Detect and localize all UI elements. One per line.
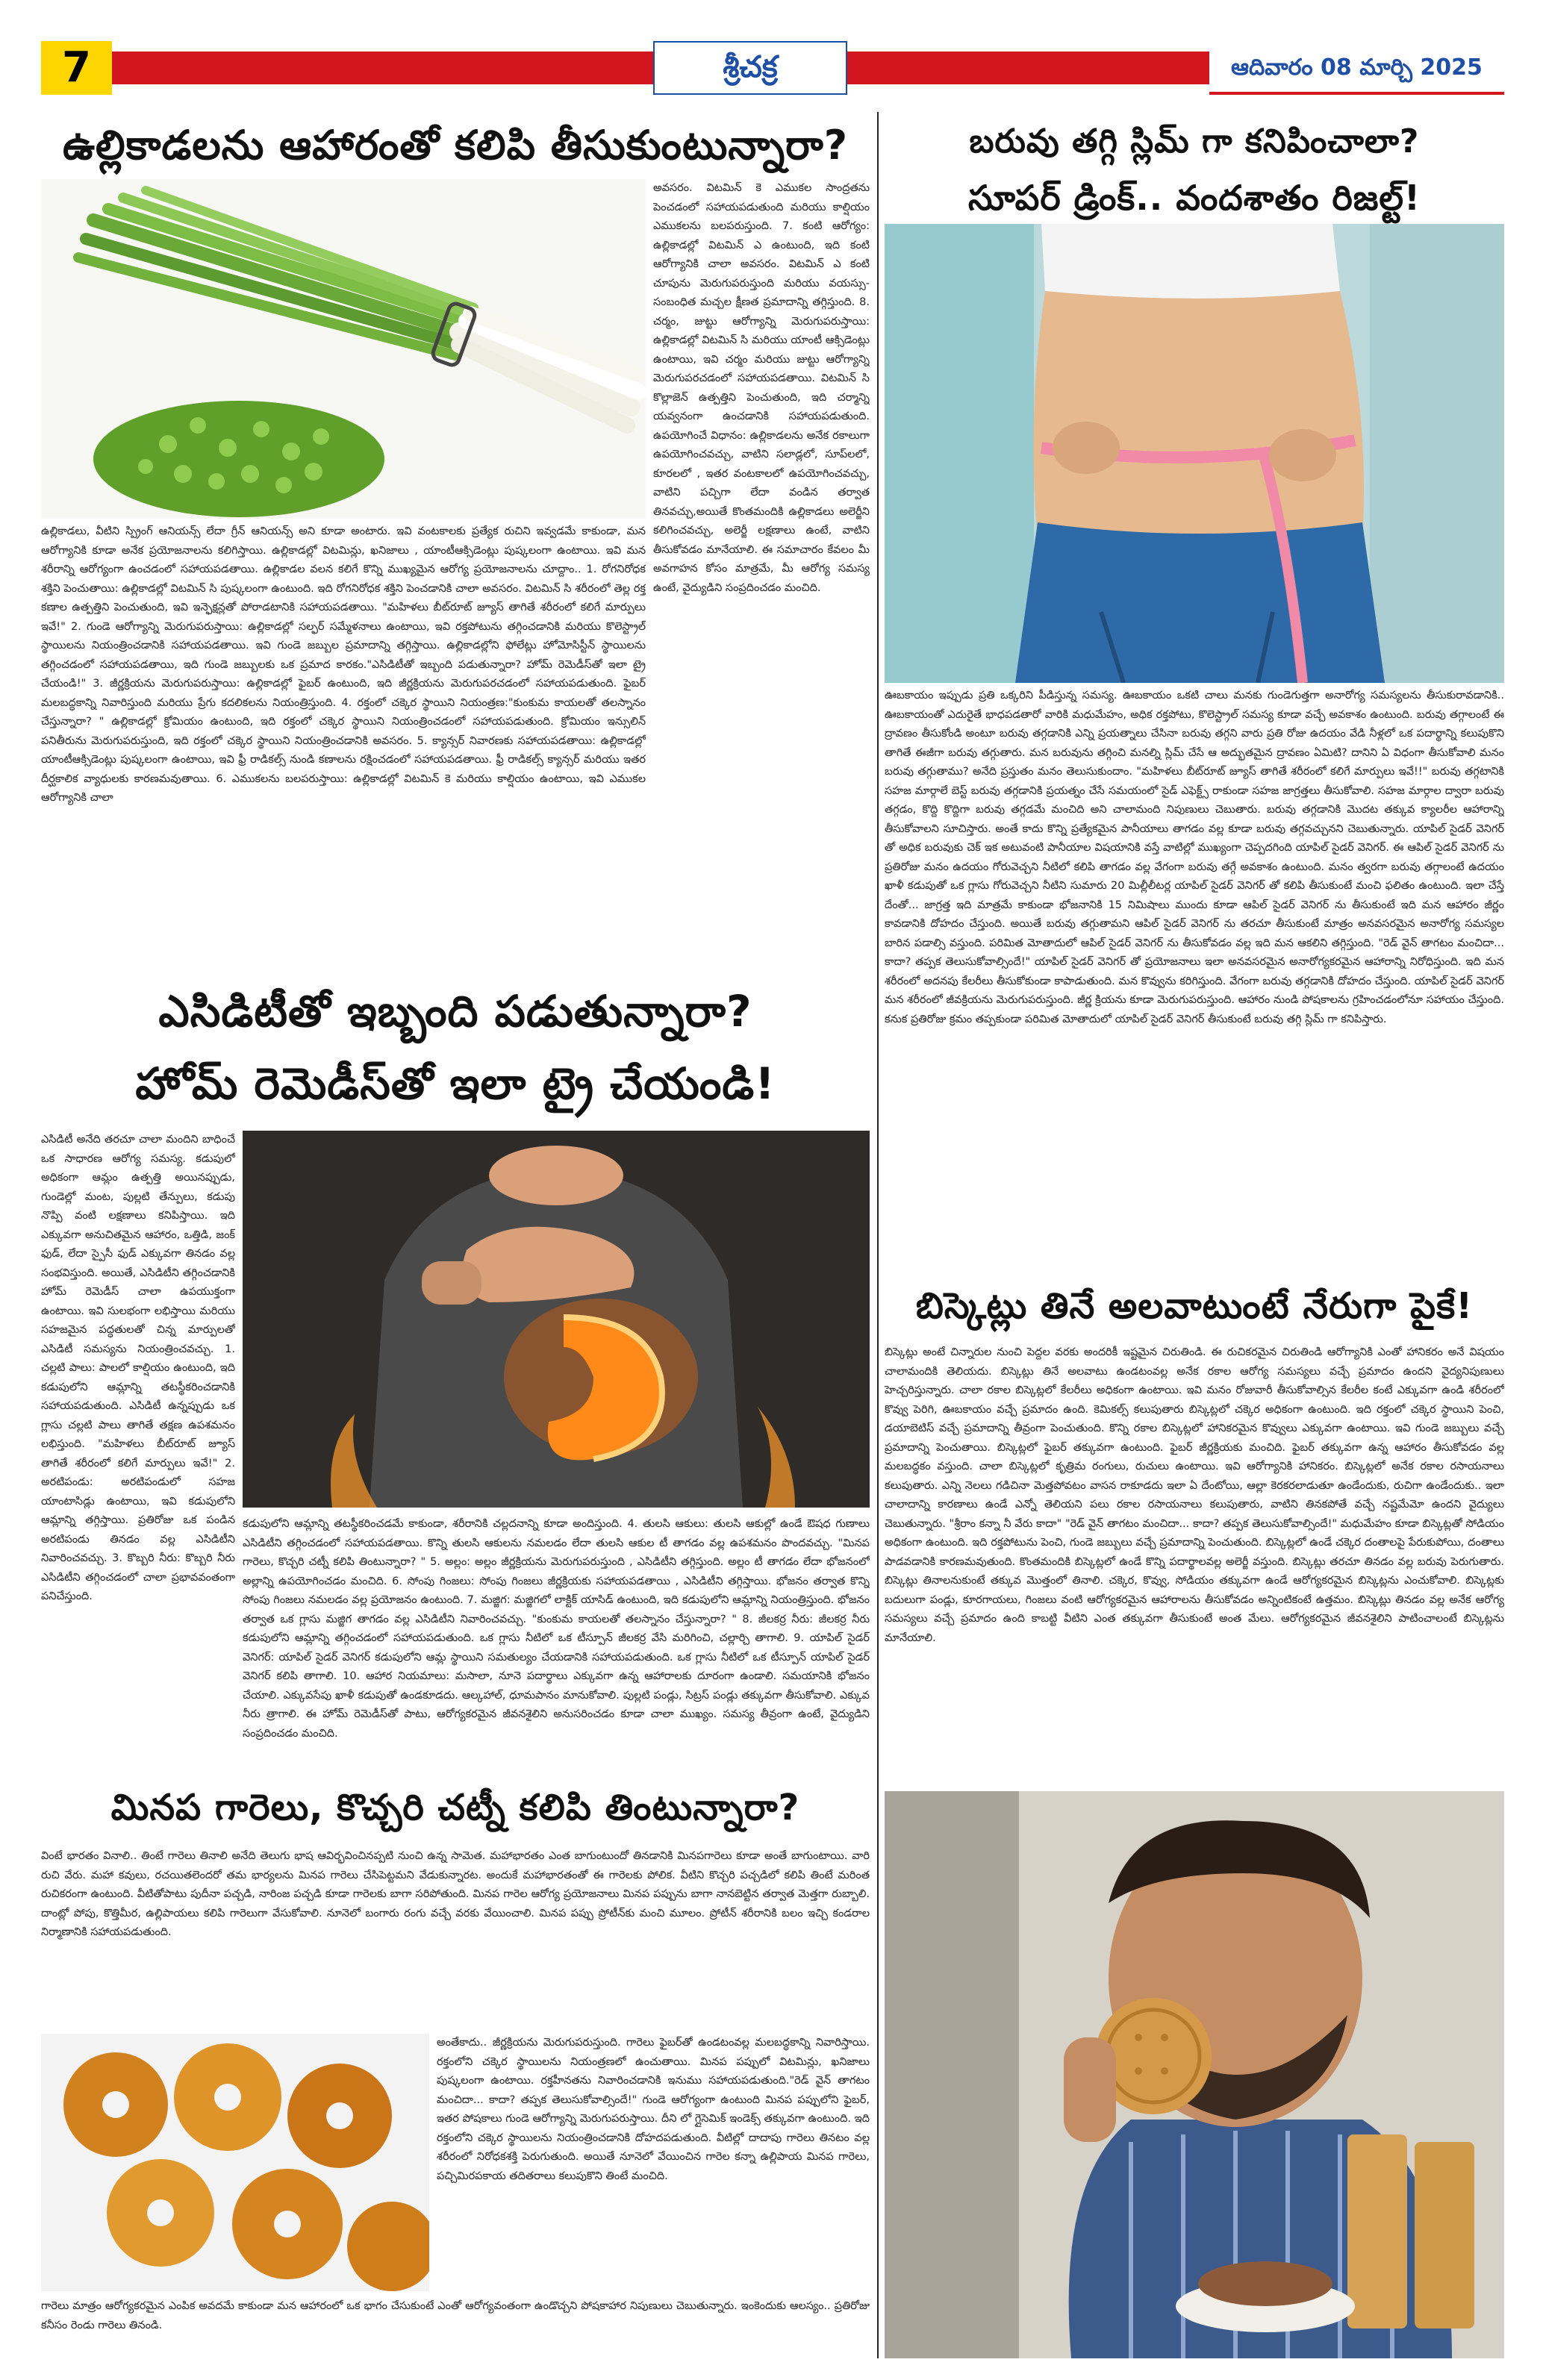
man-eating-biscuit-image bbox=[885, 1791, 1504, 2358]
vada-headline: మినప గారెలు, కొచ్చరి చట్నీ కలిపి తింటున్నారా? bbox=[110, 1787, 800, 1828]
acidity-photo bbox=[243, 1131, 870, 1508]
onion-body-side: అవసరం. విటమిన్ కె ఎముకల సాంద్రతను పెంచడంలో సహాయపడుతుంది మరియు కాల్షియం ఎముకలను బలపరుస్తుంది. 7. కంటి ఆరోగ్యం: ఉల్లికాడల్లో విటమిన్ ఎ ఉంటుంది, ఇది కంటి ఆరోగ్యానికి చాలా అవసరం. విటమిన్ ఎ కంటి చూపును మెరుగుపరుస్తుంది మరియు వయస్సు-సంబంధిత మచ్చల క్షీణత ప్రమాదాన్ని తగ్గిస్తుంది. 8. చర్మం, జుట్టు ఆరోగ్యాన్ని మెరుగుపరుస్తాయి: ఉల్లికాడల్లో విటమిన్ సి మరియు యాంటీ ఆక్సిడెంట్లు ఉంటాయి, ఇవి చర్మం మరియు జుట్టు ఆరోగ్యాన్ని మెరుగుపరచడంలో సహాయపడతాయి. విటమిన్ సి కొల్లాజెన్ ఉత్పత్తిని పెంచుతుంది, ఇది చర్మాన్ని యవ్వనంగా ఉంచడానికి సహాయపడుతుంది. ఉపయోగించే విధానం: ఉల్లికాడలను అనేక రకాలుగా ఉపయోగించవచ్చు, వాటిని సలాడ్లలో, సూప్‌లలో, కూరలలో , ఇతర వంటకాలలో ఉపయోగించవచ్చు, వాటిని పచ్చిగా లేదా వండిన తర్వాత తినవచ్చు,అయితే కొంతమందికి ఉల్లికాడలు అలెర్జీని కలిగించవచ్చు, అలెర్జీ లక్షణాలు ఉంటే, వాటిని తీసుకోవడం మానేయాలి. ఈ సమాచారం కేవలం మీ అవగాహన కోసం మాత్రమే, మీ ఆరోగ్య సమస్య ఉంటే, వైద్యుడిని సంప్రదించడం మంచిది. bbox=[653, 182, 870, 594]
onion-headline: ఉల్లికాడలను ఆహారంతో కలిపి తీసుకుంటున్నారా? bbox=[62, 122, 849, 169]
vada-photo bbox=[41, 2034, 429, 2291]
page-header bbox=[41, 41, 1504, 95]
onion-body-main: ఉల్లికాడలు, వీటిని స్ప్రింగ్ ఆనియన్స్ లేదా గ్రీన్ ఆనియన్స్ అని కూడా అంటారు. ఇవి వంటకాలకు ప్రత్యేక రుచిని ఇవ్వడమే కాకుండా, మన ఆరోగ్యానికి కూడా అనేక ప్రయోజనాలను కలిగిస్తాయి. ఉల్లికాడల్లో విటమిన్లు, ఖనిజాలు , యాంటీఆక్సిడెంట్లు పుష్కలంగా ఉంటాయి. ఇవి మన శరీరాన్ని ఆరోగ్యంగా ఉంచడంలో సహాయపడతాయి. ఉల్లికాడల వలన కలిగే కొన్ని ముఖ్యమైన ఆరోగ్య ప్రయోజనాలను చూద్దాం.. 1. రోగనిరోధక శక్తిని పెంచుతాయి: ఉల్లికాడల్లో విటమిన్ సి పుష్కలంగా ఉంటుంది. ఇది రోగనిరోధక శక్తిని పెంచడానికి చాలా అవసరం. విటమిన్ సి శరీరంలో తెల్ల రక్త కణాల ఉత్పత్తిని పెంచుతుంది, ఇవి ఇన్ఫెక్షన్లతో పోరాడటానికి సహాయపడతాయి. "మహిళలు బీట్‌రూట్ జ్యూస్ తాగితే శరీరంలో కలిగే మార్పులు ఇవే!" 2. గుండె ఆరోగ్యాన్ని మెరుగుపరుస్తాయి: ఉల్లికాడల్లో సల్ఫర్ సమ్మేళనాలు ఉంటాయి, ఇవి రక్తపోటును తగ్గించడానికి మరియు కొలెస్ట్రాల్ స్థాయిలను నియంత్రించడానికి సహాయపడతాయి. ఇవి గుండె జబ్బుల ప్రమాదాన్ని తగ్గిస్తాయి. ఉల్లికాడల్లోని ఫోలేట్లు హోమోసిస్టీన్ స్థాయిలను తగ్గించడంలో సహాయపడతాయి, ఇది గుండె జబ్బులకు ఒక ప్రమాద కారకం."ఎసిడిటీతో ఇబ్బంది పడుతున్నారా? హోమ్ రెమెడీస్‌తో ఇలా ట్రై చేయండి!" 3. జీర్ణక్రియను మెరుగుపరుస్తాయి: ఉల్లికాడల్లో ఫైబర్ ఉంటుంది, ఇది జీర్ణక్రియను మెరుగుపరచడంలో సహాయపడుతుంది. ఫైబర్ మలబద్ధకాన్ని నివారిస్తుంది మరియు ప్రేగు కదలికలను నియంత్రిస్తుంది. 4. రక్తంలో చక్కెర స్థాయిని నియంత్రణ:"కుంకుమ కాయలతో తలస్నానం చేస్తున్నారా? " ఉల్లికాడల్లో క్రోమియం ఉంటుంది, ఇది రక్తంలో చక్కెర స్థాయిని నియంత్రించడంలో సహాయపడుతుంది. క్రోమియం ఇన్సులిన్ పనితీరును మెరుగుపరుస్తుంది, ఇది రక్తంలో చక్కెర స్థాయిని నియంత్రించడానికి అవసరం. 5. క్యాన్సర్ నివారణకు సహాయపడతాయి: ఉల్లికాడల్లో యాంటీఆక్సిడెంట్లు పుష్కలంగా ఉంటాయి, ఇవి ఫ్రీ రాడికల్స్ నుండి కణాలను రక్షించడంలో సహాయపడతాయి. ఫ్రీ రాడికల్స్ క్యాన్సర్ మరియు ఇతర దీర్ఘకాలిక వ్యాధులకు కారణమవుతాయి. 6. ఎముకలను బలపరుస్తాయి: ఉల్లికాడల్లో విటమిన్ కె మరియు కాల్షియం ఉంటాయి, ఇవి ఎముకల ఆరోగ్యానికి చాలా bbox=[41, 525, 646, 804]
biscuit-body: బిస్కెట్లు అంటే చిన్నారుల నుంచి పెద్దల వరకు అందరికీ ఇష్టమైన చిరుతిండి. ఈ రుచికరమైన చిరుతిండి ఆరోగ్యానికి ఎంతో హానికరం అనే విషయం చాలామందికి తెలియదు. బిస్కెట్లు తినే అలవాటు ఉండటంవల్ల అనేక రకాల ఆరోగ్య సమస్యలు వచ్చే ప్రమాదం ఉందని వైద్యనిపుణులు హెచ్చరిస్తున్నారు. చాలా రకాల బిస్కెట్లలో కేలరీలు అధికంగా ఉంటాయి. ఇవి మనం రోజువారీ తీసుకోవాల్సిన కేలరీల కంటే ఎక్కువగా ఉండి శరీరంలో కొవ్వు పెరిగి, ఊబకాయం వచ్చే ప్రమాదం ఉంది. కెమికల్స్ కలుపుతారు బిస్కెట్లలో చక్కెర అధికంగా ఉంటుంది. ఇది రక్తంలో చక్కెర స్థాయిని పెంచి, డయాబెటిస్ వచ్చే ప్రమాదాన్ని తీవ్రంగా పెంచుతుంది. కొన్ని రకాల బిస్కెట్లలో హానికరమైన కొవ్వులు ఎక్కువగా ఉంటాయి. ఇవి గుండె జబ్బులు వచ్చే ప్రమాదాన్ని పెంచుతాయి. బిస్కెట్లలో ఫైబర్ తక్కువగా ఉంటుంది. ఫైబర్ జీర్ణక్రియకు మంచిది. ఫైబర్ తక్కువగా ఉన్న ఆహారం తీసుకోవడం వల్ల మలబద్ధకం వస్తుంది. చాలా బిస్కెట్లలో కృత్రిమ రంగులు, రుచులు ఉంటాయి. ఇవి ఆరోగ్యానికి హానికరం. బిస్కెట్లలో అనేక రకాల రసాయనాలు కలుపుతారు. ఎన్ని నెలలు గడిచినా మెత్తపోవటం వాసన రాకూడదు ఇలా ఏ దేంటోయి, ఆల్లా కెరకరలాడుతూ ఉండేందుకు, రుచిగా ఉండేందుకు.. ఇలా చాలాదాన్ని కారణాలు ఉండే ఎన్నో తెలియని పలు రకాల రసాయనాలు కలుపుతారు, వాటిని తినకపోతే వచ్చే నష్టమేమో ఉందని వైద్యులు చెబుతున్నారు. "శ్రీరాం కన్నా నీ వేరు కాదా" "రెడ్ వైన్ తాగటం మంచిదా... కాదా? తప్పక తెలుసుకోవాల్సిందే!" మధుమేహం కూడా బిస్కెట్లతో సోడియం అధికంగా ఉంటుంది. ఇది రక్తపోటును పెంచి, గుండె జబ్బులు వచ్చే ప్రమాదాన్ని పెంచుతుంది. బిస్కెట్లలో ఉండే చక్కెర దంతాలపై పేరుకుపోయి, దంతాలు పాడవడానికి కారణమవుతుంది. కొంతమందికి బిస్కెట్లలో ఉండే కొన్ని పదార్థాలవల్ల అలెర్జీ వస్తుంది. బిస్కెట్లు తరచూ తినడం వల్ల బరువు పెరుగుతారు. బిస్కెట్లు తినాలనుకుంటే తక్కువ మొత్తంలో తినాలి. చక్కెర, కొవ్వు, సోడియం తక్కువగా ఉండే ఆరోగ్యకరమైన బిస్కెట్లను ఎంచుకోవాలి. బిస్కెట్లకు బదులుగా పండ్లు, కూరగాయలు, గింజలు వంటి ఆరోగ్యకరమైన ఆహారాలను తీసుకోవడం అన్నింటికంటే ఉత్తమం. బిస్కెట్లు తినడం వల్ల అనేక ఆరోగ్య సమస్యలు వచ్చే ప్రమాదం ఉంది కాబట్టి వీటిని ఎంత తక్కువగా తీసుకుంటే అంత మేలు. ఆరోగ్యకరమైన జీవనశైలిని పాటించాలంటే బిస్కెట్లను మానేయాలి. bbox=[885, 1346, 1504, 1644]
weight-headline-line2: సూపర్ డ్రింక్.. వందశాతం రిజల్ట్! bbox=[968, 178, 1421, 218]
vada-body-top: వింటే భారతం వినాలి.. తింటే గారెలు తినాలి అనేది తెలుగు భాష ఆవిర్భవించినప్పటి నుంచి ఉన్న సామెత. మహాభారతం ఎంత బాగుంటుందో తినడానికి మినపగారెలు కూడా అంతే బాగుంటాయి. వారి రుచి వేరు. మహా కవులు, రచయితలెందరో తమ భార్యలను మినప గారెలు చేసిపెట్టమని వేడుకున్నారట. అందుకే మహాభారతంతో ఈ గారెలకు పోలిక. వీటిని కొచ్చరి పచ్చడిలో కలిపి తింటే మరింత రుచికరంగా ఉంటుంది. వీటితోపాటు పుదీనా పచ్చడి, నారింజ పచ్చడి కూడా గారెలకు బాగా సరిపోతుంది. మినప గారెల ఆరోగ్య ప్రయోజనాలు మినప పప్పును బాగా నానబెట్టిన తర్వాత మెత్తగా రుబ్బాలి. దాంట్లో పోపు, కొత్తిమీర, ఉల్లిపాయలు కలిపి గారెలుగా వేసుకోవాలి. నూనెలో బంగారు రంగు వచ్చే వరకు వేయించాలి. మినప పప్పు ప్రోటీన్‌కు మంచి మూలం. ప్రోటీన్ శరీరానికి బలం ఇచ్చి కండరాల నిర్మాణానికి సహాయపడుతుంది. bbox=[41, 1850, 870, 1938]
acidity-body-left: ఎసిడిటీ అనేది తరచూ చాలా మందిని బాధించే ఒక సాధారణ ఆరోగ్య సమస్య. కడుపులో అధికంగా ఆమ్లం ఉత్పత్తి అయినప్పుడు, గుండెల్లో మంట, పుల్లటి తేన్పులు, కడుపు నొప్పి వంటి లక్షణాలు కనిపిస్తాయి. ఇది ఎక్కువగా అనుచితమైన ఆహారం, ఒత్తిడి, జంక్ ఫుడ్, లేదా స్పైసీ ఫుడ్ ఎక్కువగా తినడం వల్ల సంభవిస్తుంది. అయితే, ఎసిడిటీని తగ్గించడానికి హోమ్ రెమెడీస్ చాలా ఉపయుక్తంగా ఉంటాయి. ఇవి సులభంగా లభిస్తాయి మరియు సహజమైన పద్ధతులతో చిన్న మార్పులతో ఎసిడిటీ సమస్యను నియంత్రించవచ్చు. 1. చల్లటి పాలు: పాలలో కాల్షియం ఉంటుంది, ఇది కడుపులోని ఆమ్లాన్ని తటస్థీకరించడానికి సహాయపడుతుంది. ఎసిడిటీ ఉన్నప్పుడు ఒక గ్లాసు చల్లటి పాలు తాగితే తక్షణ ఉపశమనం లభిస్తుంది. "మహిళలు బీట్‌రూట్ జ్యూస్ తాగితే శరీరంలో కలిగే మార్పులు ఇవే!" 2. అరటిపండు: అరటిపండులో సహజ యాంటాసిడ్లు ఉంటాయి, ఇవి కడుపులోని ఆమ్లాన్ని తగ్గిస్తాయి. ప్రతిరోజు ఒక పండిన అరటిపండు తినడం వల్ల ఎసిడిటీని నివారించవచ్చు. 3. కొబ్బరి నీరు: కొబ్బరి నీరు ఎసిడిటీని తగ్గించడంలో చాలా ప్రభావవంతంగా పనిచేస్తుంది. bbox=[41, 1134, 235, 1602]
vada-image bbox=[41, 2034, 429, 2291]
acidity-headline-line1: ఎసిడిటీతో ఇబ్బంది పడుతున్నారా? bbox=[158, 986, 752, 1037]
weight-body: ఊబకాయం ఇప్పుడు ప్రతి ఒక్కరిని పీడిస్తున్న సమస్య. ఊబకాయం ఒకటి చాలు మనకు గుండెగుత్తగా అనారోగ్య సమస్యలను తీసుకురావడానికి.. ఊబకాయంతో ఎదురైతే భాధపడతారో వారికి మధుమేహం, అధిక రక్తపోటు, కొలెస్ట్రాల్ సమస్య కూడా వచ్చే అవకాశం ఉంటుంది. బరువు తగ్గాలంటే ఈ ద్రావణం తీసుకోండి అంటూ బరువు తగ్గడానికి ఎన్ని ప్రయత్నాలు చేసినా బరువు తగ్గని వారు ప్రతి రోజు ఉదయం వేడి నీళ్లలో ఒక పదార్థాన్ని కలుపుకొని తాగితే ఈజీగా బరువు తగ్గుతారు. మన బరువును తగ్గించి మనల్ని స్లిమ్ చేసే ఆ అద్భుతమైన ద్రావణం ఏమిటి? దానిని ఏ విధంగా తీసుకోవాలి మనం బరువు తగ్గుతాము? అనేది ప్రస్తుతం మనం తెలుసుకుందాం. "మహిళలు బీట్‌రూట్ జ్యూస్ తాగితే శరీరంలో కలిగే మార్పులు ఇవే!!" బరువు తగ్గటానికి సహజ మార్గాలే బెస్ట్ బరువు తగ్గడానికి ప్రయత్నం చేసే సమయంలో సైడ్ ఎఫెక్ట్స్ రాకుండా సహజ జాగ్రత్తలు తీసుకోవాలి. సహజ మార్గాల ద్వారా బరువు తగ్గడం, కొద్ది కొద్దిగా బరువు తగ్గడమే మంచిది అని చాలామంది నిపుణులు చెబుతారు. బరువు తగ్గడానికి మొదట తక్కువ క్యాలరీల ఆహారాన్ని తీసుకోవాలని సూచిస్తారు. అంతే కాదు కొన్ని ప్రత్యేకమైన పానీయాలు తాగడం వల్ల కూడా బరువు తగ్గవచ్చునని చెబుతున్నారు. యాపిల్ సైడర్ వెనిగర్ తో అధిక బరువుకు చెక్ ఇక అటువంటి పానీయాల విషయానికి వస్తే వాటిల్లో ముఖ్యంగా చెప్పదగింది యాపిల్ సైడర్ వెనిగర్. ఈ ఆపిల్ సైడర్ వెనిగర్ ను ప్రతిరోజు మనం ఉదయం గోరువెచ్చని నీటిలో కలిపి తాగడం వల్ల వేగంగా బరువు తగ్గే అవకాశం ఉంటుంది. మనం త్వరగా బరువు తగ్గాలంటే ఉదయం ఖాళీ కడుపుతో ఒక గ్లాసు గోరువెచ్చని నీటిని సుమారు 20 మిల్లీలీటర్ల యాపిల్ సైడర్ వెనిగర్ తో కలిపి తీసుకుంటే మంచి ఫలితం ఉంటుంది. ఇలా చేస్తే దేంతో... జాగ్రత్త ఇది మాత్రమే కాకుండా భోజనానికి 15 నిమిషాలు ముందు కూడా ఆపిల్ సైడర్ వెనిగర్ ను తీసుకుంటే ఇది మన ఆహారం జీర్ణం కావడానికి దోహదం చేస్తుంది. అయితే బరువు తగ్గుతామని ఆపిల్ సైడర్ వెనిగర్ ను తరచూ తీసుకుంటే మాత్రం అనవసరమైన అనారోగ్య సమస్యల బారిన పడాల్సి వస్తుంది. పరిమిత మోతాదులో ఆపిల్ సైడర్ వెనిగర్ ను తీసుకోవడం వల్ల ఇది మన ఆకలిని తగ్గిస్తుంది. "రెడ్ వైన్ తాగటం మంచిదా... కాదా? తప్పక తెలుసుకోవాల్సిందే!" యాపిల్ సైడర్ వెనిగర్ తో ప్రయోజనాలు ఇలా అనవసరమైన అనారోగ్యకరమైన ఆహారాన్ని నిరోధిస్తుంది. ఇది మన శరీరంలో అదనపు కేలరీలు తీసుకోకుండా కాపాడుతుంది. మన కొవ్వును కరిగిస్తుంది. వేగంగా బరువు తగ్గడానికి దోహదం చేస్తుంది. యాపిల్ సైడర్ వెనిగర్ మన శరీరంలో జీవక్రియను మెరుగుపరుస్తుంది. జీర్ణ క్రియను కూడా మెరుగుపరుస్తుంది. ఆహారం నుండి పోషకాలను గ్రహించడంలోనూ సహాయం చేస్తుంది. కనుక ప్రతిరోజు క్రమం తప్పకుండా పరిమిత మోతాదులో యాపిల్ సైడర్ వెనిగర్ తీసుకుంటే బరువు తగ్గి స్లిమ్ గా కనిపిస్తారు. bbox=[885, 690, 1504, 1025]
acidity-body-bottom: కడుపులోని ఆమ్లాన్ని తటస్థీకరించడమే కాకుండా, శరీరానికి చల్లదనాన్ని కూడా అందిస్తుంది. 4. తులసి ఆకులు: తులసి ఆకుల్లో ఉండే ఔషధ గుణాలు ఎసిడిటీని తగ్గించడంలో సహాయపడతాయి. కొన్ని తులసి ఆకులను నమలడం లేదా తులసి ఆకుల టీ తాగడం వల్ల ఉపశమనం పొందవచ్చు. "మినప గారెలు, కొచ్చరి చట్నీ కలిపి తింటున్నారా? " 5. అల్లం: అల్లం జీర్ణక్రియను మెరుగుపరుస్తుంది , ఎసిడిటీని తగ్గిస్తుంది. అల్లం టీ తాగడం లేదా భోజనంలో అల్లాన్ని ఉపయోగించడం మంచిది. 6. సోంపు గింజలు: సోంపు గింజలు జీర్ణక్రియకు సహాయపడతాయి , ఎసిడిటీని తగ్గిస్తాయి. భోజనం తర్వాత కొన్ని సోంపు గింజలు నమలడం వల్ల ప్రయోజనం ఉంటుంది. 7. మజ్జిగ: మజ్జిగలో లాక్టిక్ యాసిడ్ ఉంటుంది, ఇది కడుపులోని ఆమ్లాన్ని నియంత్రిస్తుంది. భోజనం తర్వాత ఒక గ్లాసు మజ్జిగ తాగడం వల్ల ఎసిడిటీని నివారించవచ్చు. "కుంకుమ కాయలతో తలస్నానం చేస్తున్నారా? " 8. జీలకర్ర నీరు: జీలకర్ర నీరు కడుపులోని ఆమ్లాన్ని తగ్గించడంలో సహాయపడుతుంది. ఒక గ్లాసు నీటిలో ఒక టీస్పూన్ జీలకర్ర వేసి మరిగించి, చల్లార్చి తాగాలి. 9. యాపిల్ సైడర్ వెనిగర్: యాపిల్ సైడర్ వెనిగర్ కడుపులోని ఆమ్ల స్థాయిని సమతుల్యం చేయడానికి సహాయపడుతుంది. ఒక గ్లాసు నీటిలో ఒక టీస్పూన్ యాపిల్ సైడర్ వెనిగర్ కలిపి తాగాలి. 10. ఆహార నియమాలు: మసాలా, నూనె పదార్థాలు ఎక్కువగా ఉన్న ఆహారాలకు దూరంగా ఉండాలి. సమయానికి భోజనం చేయాలి. ఎక్కువసేపు ఖాళీ కడుపుతో ఉండకూడదు. ఆల్కహాల్, ధూమపానం మానుకోవాలి. పుల్లటి పండ్లు, సిట్రస్ పండ్లు తక్కువగా తీసుకోవాలి. ఎక్కువ నీరు త్రాగాలి. ఈ హోమ్ రెమెడీస్‌తో పాటు, ఆరోగ్యకరమైన జీవనశైలిని అనుసరించడం కూడా చాలా ముఖ్యం. సమస్య తీవ్రంగా ఉంటే, వైద్యుడిని సంప్రదించడం మంచిది. bbox=[243, 1518, 870, 1740]
vada-body-bottom: గారెలు మాత్రం ఆరోగ్యకరమైన ఎంపిక అవదమే కాకుండా మన ఆహారంలో ఒక భాగం చేసుకుంటే ఎంతో ఆరోగ్యవంతంగా ఉండొచ్చని పోషకాహార నిపుణులు చెబుతున్నారు. ఇంకెందుకు ఆలస్యం.. ప్రతిరోజు కనీసం రెండు గారెలు తినండి. bbox=[41, 2300, 870, 2331]
green-onion-image bbox=[41, 179, 646, 519]
masthead-logo: శ్రీచక్ర bbox=[653, 41, 847, 95]
column-divider bbox=[877, 112, 879, 2358]
biscuit-photo bbox=[885, 1791, 1504, 2358]
dateline: ఆదివారం 08 మార్చి 2025 bbox=[1209, 41, 1504, 95]
weight-headline-line1: బరువు తగ్గి స్లిమ్ గా కనిపించాలా? bbox=[969, 122, 1420, 160]
biscuit-headline: బిస్కెట్లు తినే అలవాటుంటే నేరుగా పైకే! bbox=[915, 1285, 1474, 1327]
weight-photo bbox=[885, 224, 1504, 683]
page-number: 7 bbox=[41, 41, 112, 95]
acidity-headline-line2: హోమ్ రెమెడీస్‌తో ఇలా ట్రై చేయండి! bbox=[135, 1058, 776, 1109]
vada-body-right: అంతేకాదు.. జీర్ణక్రియను మెరుగుపరుస్తుంది. గారెలు ఫైబర్‌తో ఉండటంవల్ల మలబద్ధకాన్ని నివారిస్తాయి. రక్తంలోని చక్కెర స్థాయిలను నియంత్రణలో ఉంచుతాయి. మినప పప్పులో విటమిన్లు, ఖనిజాలు పుష్కలంగా ఉంటాయి. రక్తహీనతను నివారించడానికి ఇనుము సహాయపడుతుంది."రెడ్ వైన్ తాగటం మంచిదా... కాదా? తప్పక తెలుసుకోవాల్సిందే!" గుండె ఆరోగ్యంగా ఉంటుంది మినప పప్పులోని ఫైబర్, ఇతర పోషకాలు గుండె ఆరోగ్యాన్ని మెరుగుపరుస్తాయి. దీని లో గ్లైసెమిక్ ఇండెక్స్ తక్కువగా ఉంటుంది. ఇది రక్తంలోని చక్కెర స్థాయిలను నియంత్రించడానికి దోహదపడుతుంది. వీటిల్లో దాదాపు గారెలు తినటం వల్ల శరీరంలో నిరోధకశక్తి పెరుగుతుంది. అయితే నూనెలో వేయించిన గారెల కన్నా ఉల్లిపాయ మినప గారెలు, పచ్చిమిరపకాయ తదితరాలు కలుపుకొని తింటే మంచిది. bbox=[437, 2037, 870, 2182]
waist-measure-image bbox=[885, 224, 1504, 683]
onion-photo bbox=[41, 179, 646, 519]
heartburn-image bbox=[243, 1131, 870, 1508]
